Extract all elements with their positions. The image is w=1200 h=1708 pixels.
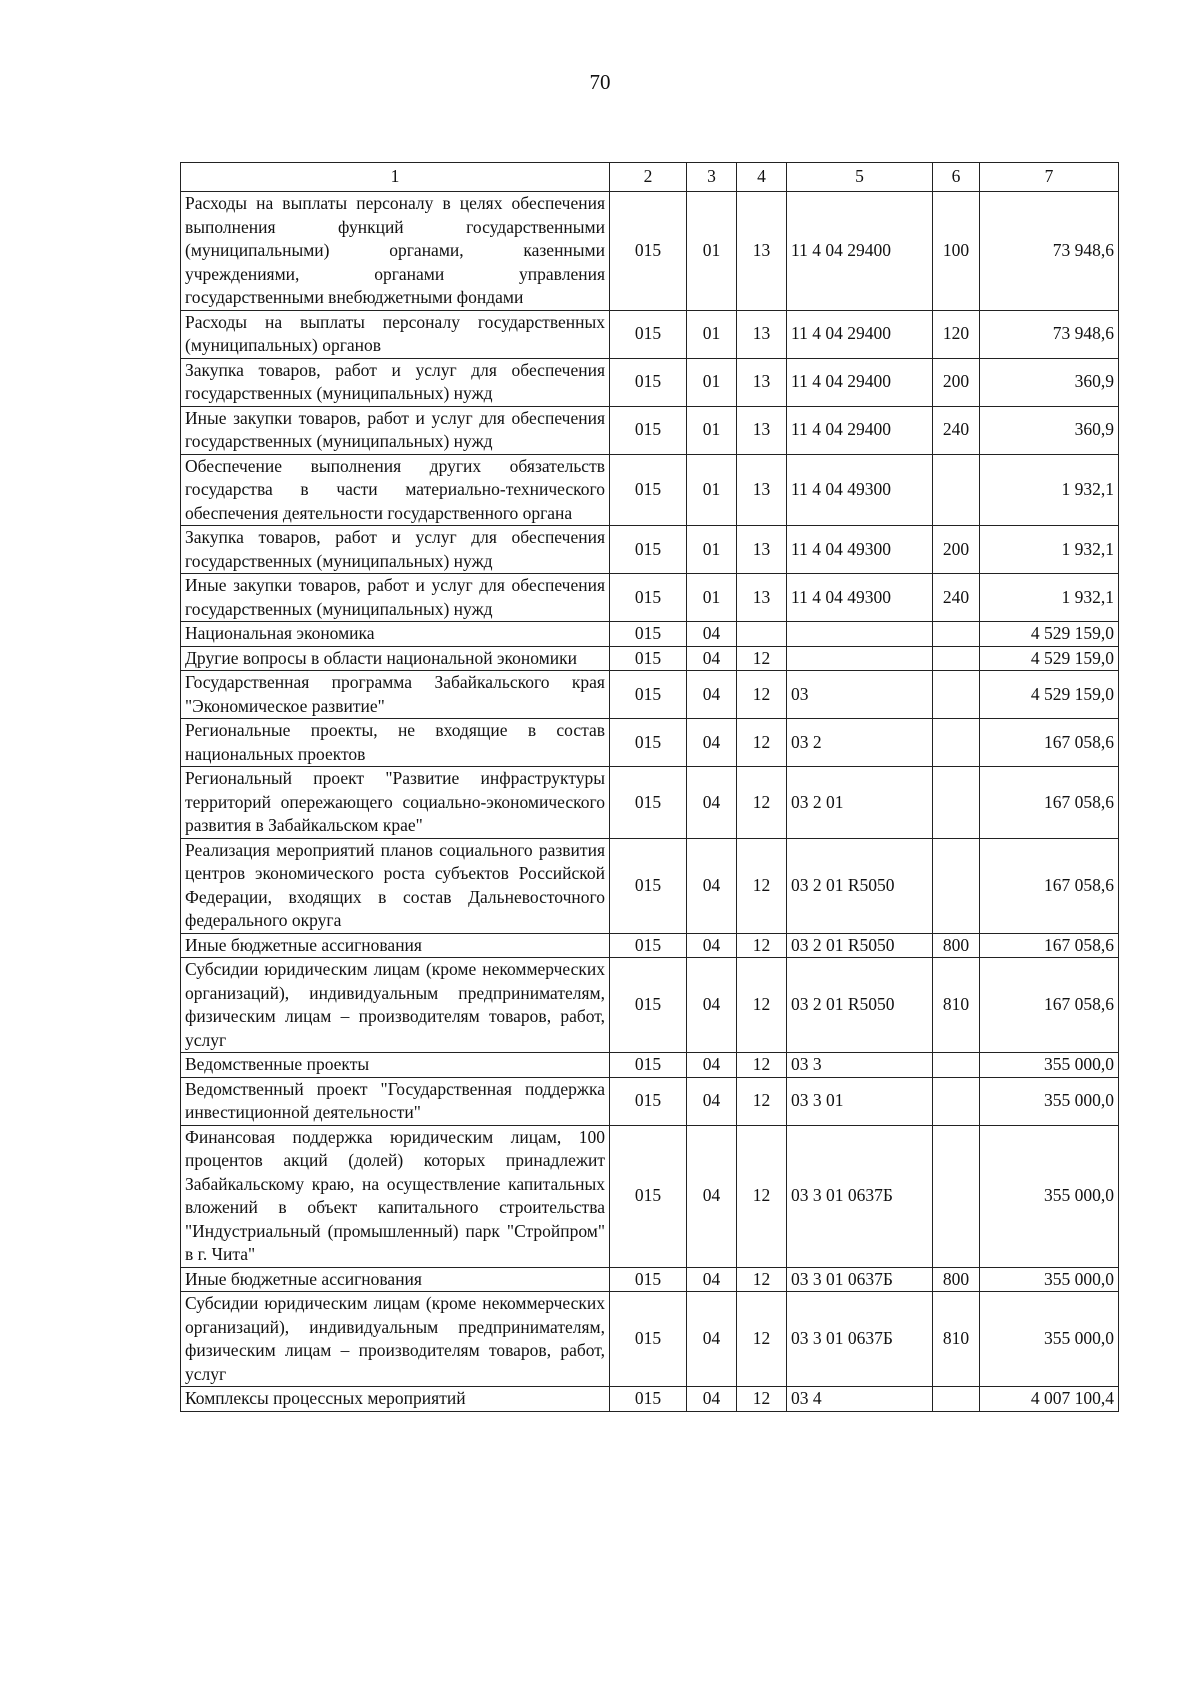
table-row <box>181 646 1119 671</box>
code-5-cell: 11 4 04 29400 <box>787 192 933 311</box>
code-3-cell: 01 <box>687 454 737 526</box>
amount-cell: 4 007 100,4 <box>980 1387 1119 1412</box>
amount-cell: 167 058,6 <box>980 767 1119 839</box>
amount-cell: 1 932,1 <box>980 574 1119 622</box>
code-4-cell: 12 <box>737 1292 787 1387</box>
amount-cell: 355 000,0 <box>980 1292 1119 1387</box>
table-row <box>181 838 1119 933</box>
code-3-cell: 04 <box>687 958 737 1053</box>
amount-cell: 167 058,6 <box>980 838 1119 933</box>
amount-cell: 355 000,0 <box>980 1267 1119 1292</box>
table-row <box>181 1387 1119 1412</box>
amount-cell: 167 058,6 <box>980 958 1119 1053</box>
code-5-cell: 11 4 04 49300 <box>787 454 933 526</box>
row-name-cell: Другие вопросы в области национальной экономики <box>181 646 610 671</box>
code-5-cell: 03 4 <box>787 1387 933 1412</box>
amount-cell: 4 529 159,0 <box>980 622 1119 647</box>
table-body <box>181 192 1119 1412</box>
code-3-cell: 01 <box>687 574 737 622</box>
amount-cell: 355 000,0 <box>980 1125 1119 1267</box>
code-6-cell: 810 <box>933 1292 980 1387</box>
row-name-cell: Государственная программа Забайкальского края "Экономическое развитие" <box>181 671 610 719</box>
code-5-cell: 11 4 04 29400 <box>787 358 933 406</box>
code-5-cell <box>787 646 933 671</box>
code-3-cell: 04 <box>687 1267 737 1292</box>
code-5-cell: 03 2 01 <box>787 767 933 839</box>
code-2-cell: 015 <box>610 671 687 719</box>
row-name-cell: Субсидии юридическим лицам (кроме некоммерческих организаций), индивидуальным предпринимателям, физическим лицам – производителям товаров, работ, услуг <box>181 1292 610 1387</box>
code-2-cell: 015 <box>610 767 687 839</box>
code-6-cell <box>933 1125 980 1267</box>
code-6-cell: 240 <box>933 406 980 454</box>
table-row <box>181 719 1119 767</box>
code-4-cell: 12 <box>737 933 787 958</box>
table-row <box>181 622 1119 647</box>
code-2-cell: 015 <box>610 958 687 1053</box>
code-2-cell: 015 <box>610 310 687 358</box>
code-4-cell: 12 <box>737 1387 787 1412</box>
row-name-cell: Иные закупки товаров, работ и услуг для обеспечения государственных (муниципальных) нужд <box>181 406 610 454</box>
code-5-cell: 11 4 04 49300 <box>787 526 933 574</box>
code-4-cell: 13 <box>737 574 787 622</box>
table-row <box>181 1267 1119 1292</box>
code-5-cell: 03 3 01 0637Б <box>787 1125 933 1267</box>
column-header: 5 <box>787 163 933 192</box>
code-6-cell: 800 <box>933 933 980 958</box>
code-5-cell: 03 2 <box>787 719 933 767</box>
amount-cell: 1 932,1 <box>980 454 1119 526</box>
code-6-cell <box>933 1053 980 1078</box>
code-6-cell <box>933 646 980 671</box>
code-2-cell: 015 <box>610 622 687 647</box>
table-row <box>181 958 1119 1053</box>
code-5-cell: 03 2 01 R5050 <box>787 838 933 933</box>
code-3-cell: 04 <box>687 719 737 767</box>
code-6-cell: 200 <box>933 526 980 574</box>
code-3-cell: 01 <box>687 526 737 574</box>
row-name-cell: Финансовая поддержка юридическим лицам, 100 процентов акций (долей) которых принадлежит Забайкальскому краю, на осуществление капитальных вложений в объект капитального строительства "Индустриальный (промышленный) парк "Стройпром" в г. Чита" <box>181 1125 610 1267</box>
row-name-cell: Иные бюджетные ассигнования <box>181 1267 610 1292</box>
code-6-cell: 100 <box>933 192 980 311</box>
code-5-cell: 03 <box>787 671 933 719</box>
code-3-cell: 04 <box>687 671 737 719</box>
code-4-cell: 12 <box>737 719 787 767</box>
code-4-cell: 13 <box>737 454 787 526</box>
column-header: 2 <box>610 163 687 192</box>
code-2-cell: 015 <box>610 838 687 933</box>
row-name-cell: Субсидии юридическим лицам (кроме некоммерческих организаций), индивидуальным предпринимателям, физическим лицам – производителям товаров, работ, услуг <box>181 958 610 1053</box>
code-6-cell <box>933 454 980 526</box>
amount-cell: 360,9 <box>980 358 1119 406</box>
table-row <box>181 192 1119 311</box>
table-row <box>181 671 1119 719</box>
code-2-cell: 015 <box>610 1292 687 1387</box>
code-5-cell <box>787 622 933 647</box>
row-name-cell: Региональные проекты, не входящие в состав национальных проектов <box>181 719 610 767</box>
code-5-cell: 11 4 04 29400 <box>787 406 933 454</box>
table-row <box>181 1077 1119 1125</box>
code-4-cell <box>737 622 787 647</box>
row-name-cell: Обеспечение выполнения других обязательств государства в части материально-технического обеспечения деятельности государственного органа <box>181 454 610 526</box>
table-row <box>181 358 1119 406</box>
code-2-cell: 015 <box>610 933 687 958</box>
amount-cell: 360,9 <box>980 406 1119 454</box>
column-header: 6 <box>933 163 980 192</box>
code-4-cell: 12 <box>737 646 787 671</box>
code-3-cell: 04 <box>687 1053 737 1078</box>
code-3-cell: 04 <box>687 838 737 933</box>
row-name-cell: Закупка товаров, работ и услуг для обеспечения государственных (муниципальных) нужд <box>181 358 610 406</box>
code-5-cell: 03 3 01 0637Б <box>787 1267 933 1292</box>
code-2-cell: 015 <box>610 574 687 622</box>
code-4-cell: 12 <box>737 767 787 839</box>
code-2-cell: 015 <box>610 1267 687 1292</box>
code-3-cell: 04 <box>687 767 737 839</box>
row-name-cell: Закупка товаров, работ и услуг для обеспечения государственных (муниципальных) нужд <box>181 526 610 574</box>
table-row <box>181 574 1119 622</box>
code-4-cell: 12 <box>737 958 787 1053</box>
code-3-cell: 01 <box>687 406 737 454</box>
amount-cell: 167 058,6 <box>980 719 1119 767</box>
code-2-cell: 015 <box>610 1387 687 1412</box>
row-name-cell: Иные закупки товаров, работ и услуг для обеспечения государственных (муниципальных) нужд <box>181 574 610 622</box>
code-6-cell <box>933 838 980 933</box>
code-6-cell: 120 <box>933 310 980 358</box>
table-row <box>181 1292 1119 1387</box>
code-4-cell: 13 <box>737 192 787 311</box>
table-row <box>181 933 1119 958</box>
row-name-cell: Комплексы процессных мероприятий <box>181 1387 610 1412</box>
code-6-cell <box>933 1387 980 1412</box>
amount-cell: 355 000,0 <box>980 1077 1119 1125</box>
code-2-cell: 015 <box>610 1125 687 1267</box>
amount-cell: 73 948,6 <box>980 192 1119 311</box>
code-3-cell: 04 <box>687 1292 737 1387</box>
code-3-cell: 04 <box>687 1125 737 1267</box>
code-5-cell: 11 4 04 29400 <box>787 310 933 358</box>
code-6-cell <box>933 1077 980 1125</box>
table-row <box>181 1125 1119 1267</box>
code-4-cell: 12 <box>737 1125 787 1267</box>
row-name-cell: Ведомственные проекты <box>181 1053 610 1078</box>
table-row <box>181 454 1119 526</box>
table-row <box>181 1053 1119 1078</box>
code-6-cell: 200 <box>933 358 980 406</box>
code-3-cell: 01 <box>687 358 737 406</box>
column-header: 4 <box>737 163 787 192</box>
code-3-cell: 01 <box>687 310 737 358</box>
amount-cell: 73 948,6 <box>980 310 1119 358</box>
code-4-cell: 13 <box>737 358 787 406</box>
table-row <box>181 406 1119 454</box>
code-4-cell: 12 <box>737 838 787 933</box>
column-header: 7 <box>980 163 1119 192</box>
code-3-cell: 04 <box>687 622 737 647</box>
code-2-cell: 015 <box>610 1077 687 1125</box>
code-3-cell: 04 <box>687 1387 737 1412</box>
code-4-cell: 12 <box>737 1267 787 1292</box>
code-6-cell <box>933 622 980 647</box>
code-2-cell: 015 <box>610 454 687 526</box>
amount-cell: 167 058,6 <box>980 933 1119 958</box>
code-2-cell: 015 <box>610 358 687 406</box>
code-2-cell: 015 <box>610 646 687 671</box>
code-4-cell: 12 <box>737 671 787 719</box>
code-3-cell: 04 <box>687 933 737 958</box>
code-3-cell: 04 <box>687 1077 737 1125</box>
code-5-cell: 03 2 01 R5050 <box>787 933 933 958</box>
column-header: 1 <box>181 163 610 192</box>
code-6-cell <box>933 719 980 767</box>
amount-cell: 4 529 159,0 <box>980 671 1119 719</box>
code-4-cell: 13 <box>737 526 787 574</box>
budget-table <box>180 162 1119 1412</box>
code-3-cell: 01 <box>687 192 737 311</box>
code-5-cell: 03 2 01 R5050 <box>787 958 933 1053</box>
row-name-cell: Реализация мероприятий планов социального развития центров экономического роста субъектов Российской Федерации, входящих в состав Дальневосточного федерального округа <box>181 838 610 933</box>
row-name-cell: Региональный проект "Развитие инфраструктуры территорий опережающего социально-экономического развития в Забайкальском крае" <box>181 767 610 839</box>
code-2-cell: 015 <box>610 526 687 574</box>
amount-cell: 1 932,1 <box>980 526 1119 574</box>
row-name-cell: Национальная экономика <box>181 622 610 647</box>
table-row <box>181 526 1119 574</box>
page-number: 70 <box>589 70 611 94</box>
code-2-cell: 015 <box>610 1053 687 1078</box>
code-4-cell: 13 <box>737 310 787 358</box>
table-row <box>181 310 1119 358</box>
amount-cell: 355 000,0 <box>980 1053 1119 1078</box>
row-name-cell: Расходы на выплаты персоналу государственных (муниципальных) органов <box>181 310 610 358</box>
code-6-cell <box>933 767 980 839</box>
table-header-row <box>181 163 1119 192</box>
code-4-cell: 12 <box>737 1077 787 1125</box>
code-2-cell: 015 <box>610 719 687 767</box>
code-5-cell: 03 3 01 0637Б <box>787 1292 933 1387</box>
code-6-cell: 240 <box>933 574 980 622</box>
code-6-cell: 800 <box>933 1267 980 1292</box>
row-name-cell: Иные бюджетные ассигнования <box>181 933 610 958</box>
code-5-cell: 03 3 <box>787 1053 933 1078</box>
column-header: 3 <box>687 163 737 192</box>
row-name-cell: Расходы на выплаты персоналу в целях обеспечения выполнения функций государственными (муниципальными) органами, казенными учреждениями, органами управления государственными внебюджетными фондами <box>181 192 610 311</box>
code-4-cell: 12 <box>737 1053 787 1078</box>
code-4-cell: 13 <box>737 406 787 454</box>
table-row <box>181 767 1119 839</box>
code-5-cell: 11 4 04 49300 <box>787 574 933 622</box>
code-6-cell: 810 <box>933 958 980 1053</box>
code-6-cell <box>933 671 980 719</box>
code-2-cell: 015 <box>610 192 687 311</box>
row-name-cell: Ведомственный проект "Государственная поддержка инвестиционной деятельности" <box>181 1077 610 1125</box>
code-5-cell: 03 3 01 <box>787 1077 933 1125</box>
code-3-cell: 04 <box>687 646 737 671</box>
code-2-cell: 015 <box>610 406 687 454</box>
amount-cell: 4 529 159,0 <box>980 646 1119 671</box>
